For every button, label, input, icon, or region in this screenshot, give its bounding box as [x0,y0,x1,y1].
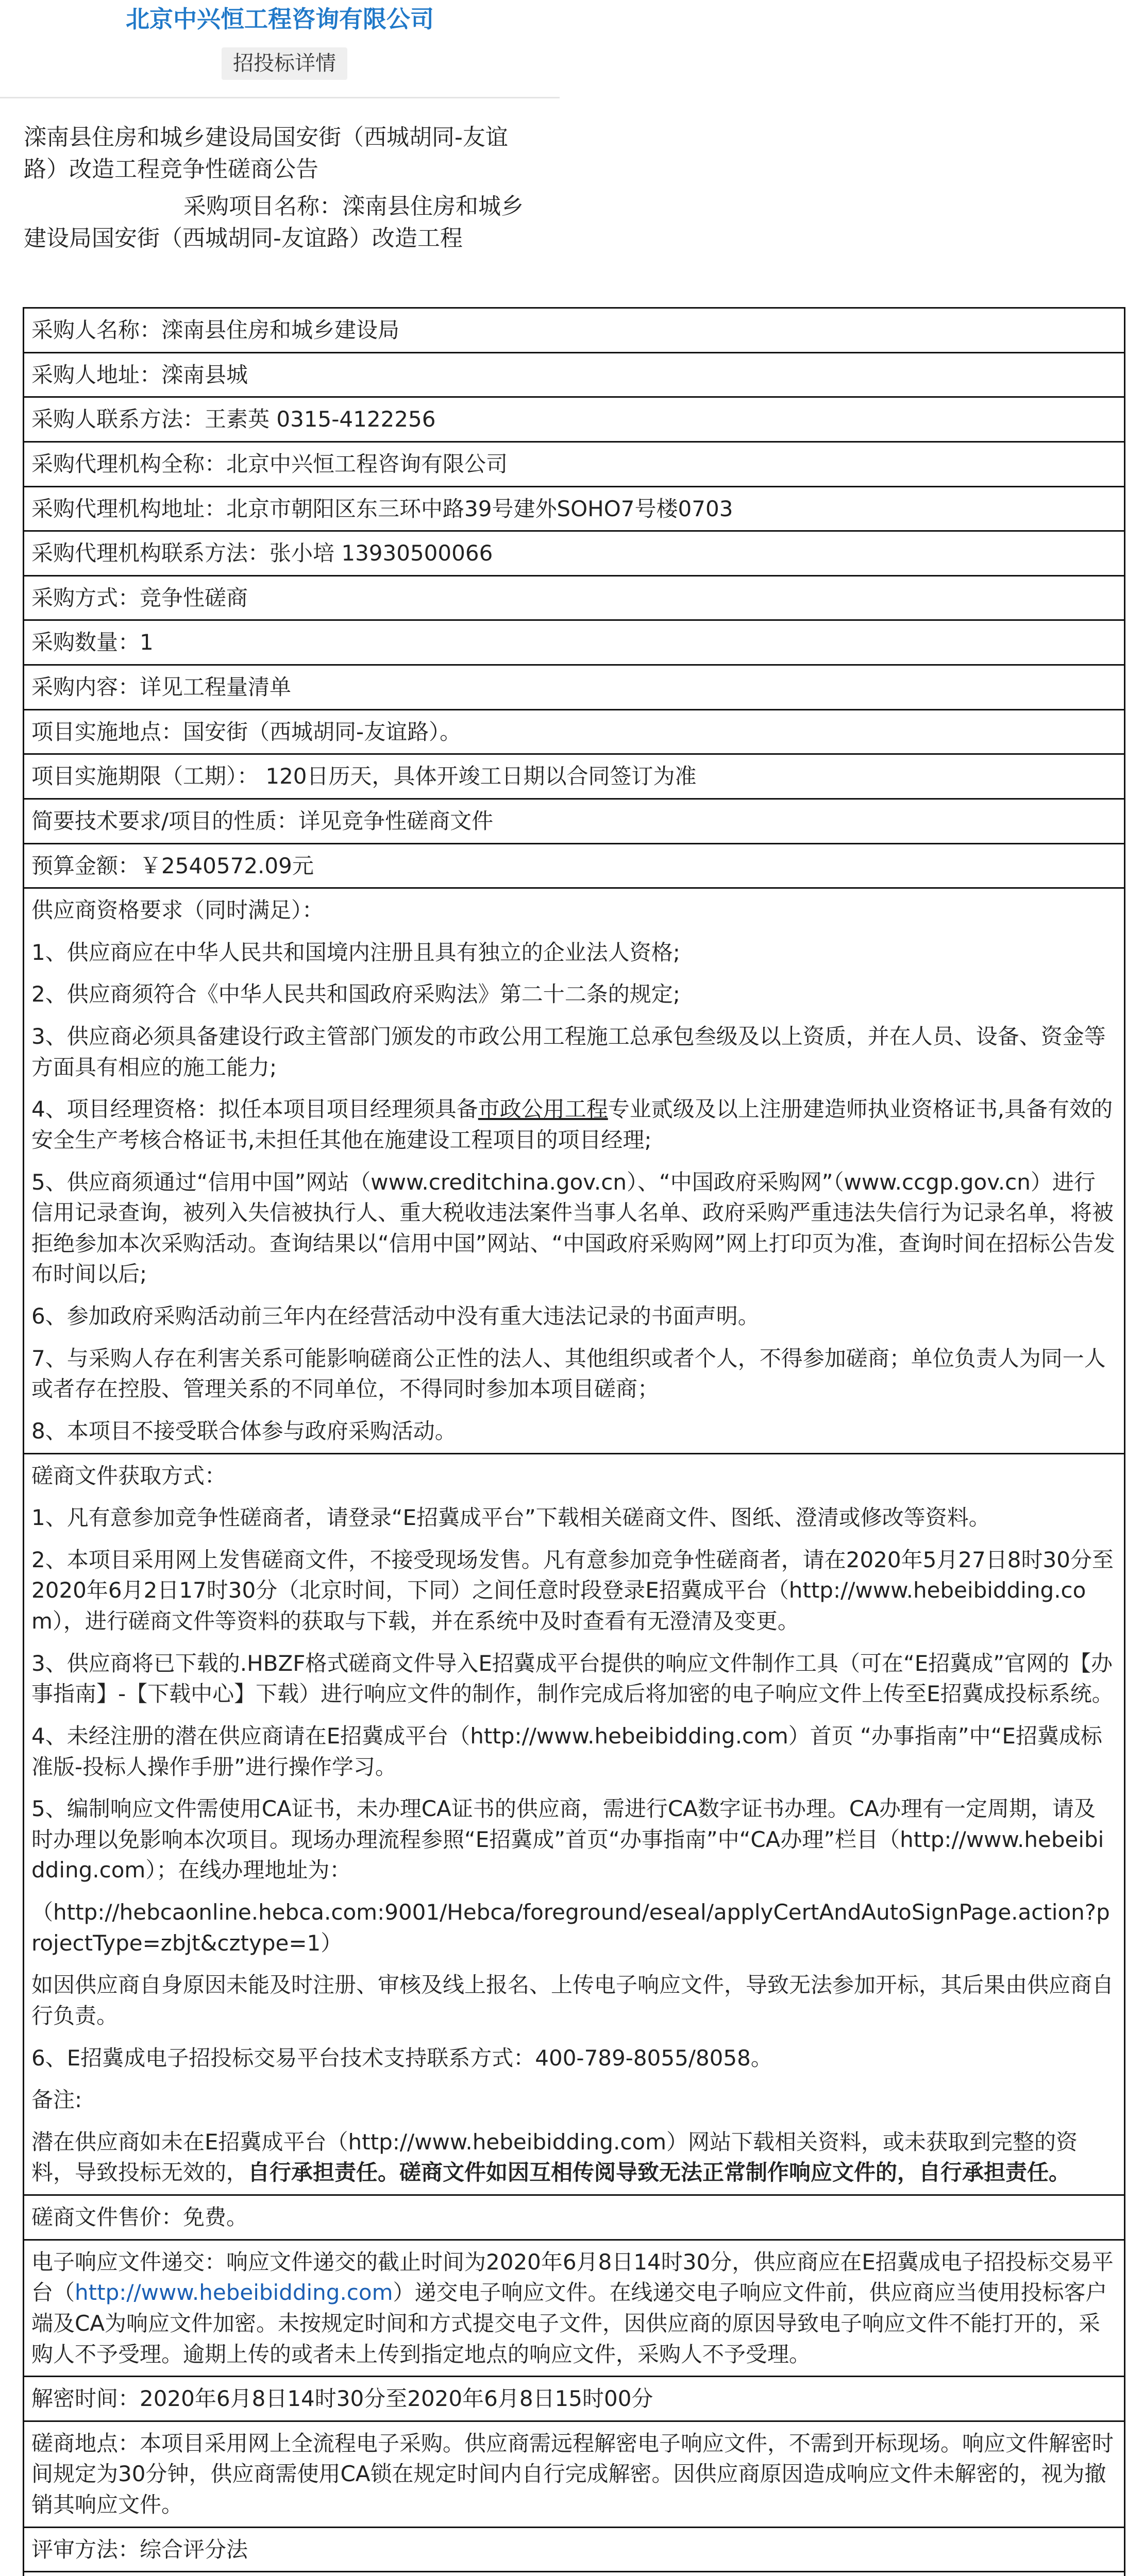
acquisition-item-6: 6、E招冀成电子招投标交易平台技术支持联系方式：400-789-8055/8058。 [31,2045,772,2071]
table-row [24,799,1125,843]
remark-text-plain: 潜在供应商如未在E招冀成平台（http://www.hebeibidding.com）网站下载相关资料，或未获取到完整的资料，导致投标无效的， [31,2129,1078,2185]
acquisition-item-3: 3、供应商将已下载的.HBZF格式磋商文件导入E招冀成平台提供的响应文件制作工具（可在“E招冀成”官网的【办事指南】-【下载中心】下载）进行响应文件的制作，制作完成后将加密的电子响应文件上传至E招冀成投标系统。 [31,1650,1114,1707]
document-acquisition [24,1453,1125,2195]
table-row [24,486,1125,531]
acquisition-item-4: 4、未经注册的潜在供应商请在E招冀成平台（http://www.hebeibidding.com）首页 “办事指南”中“E招冀成标准版-投标人操作手册”进行操作学习。 [31,1723,1102,1780]
table-row [24,2377,1125,2421]
qualification-item-1: 1、供应商应在中华人民共和国境内注册且具有独立的企业法人资格; [31,939,680,965]
decrypt-time: 解密时间：2020年6月8日14时30分至2020年6月8日15时00分 [24,2377,1125,2421]
table-row [24,2240,1125,2377]
qualification-item-5: 5、供应商须通过“信用中国”网站（www.creditchina.gov.cn）、“中国政府采购网”（www.ccgp.gov.cn）进行信用记录查询，被列入失信被执行人、重大税收违法案件当事人名单、政府采购严重违法失信行为记录名单，将被拒绝参加本次采购活动。查询结果以“信用中国”网站、“中国政府采购网”网上打印页为准，查询时间在招标公告发布时间以后; [31,1169,1116,1287]
table-row [24,620,1125,665]
acquisition-heading: 磋商文件获取方式： [31,1463,227,1488]
qualification-item-6: 6、参加政府采购活动前三年内在经营活动中没有重大违法记录的书面声明。 [31,1303,760,1329]
acquisition-item-1: 1、凡有意参加竞争性磋商者，请登录“E招冀成平台”下载相关磋商文件、图纸、澄清或修改等资料。 [31,1505,990,1531]
qualification-requirements [24,888,1125,1453]
qualification-item-7: 7、与采购人存在利害关系可能影响磋商公正性的法人、其他组织或者个人，不得参加磋商；单位负责人为同一人或者存在控股、管理关系的不同单位，不得同时参加本项目磋商； [31,1345,1106,1402]
purchaser-contact: 采购人联系方法：王素英 0315-4122256 [24,397,1125,442]
ca-online-url: （http://hebcaonline.hebca.com:9001/Hebca/foreground/eseal/applyCertAndAutoSignPage.action?projectType=zbjt&cztype=1） [31,1900,1110,1956]
notice-table [23,307,1125,2576]
purchaser-name: 采购人名称：滦南县住房和城乡建设局 [24,308,1125,353]
qualification-heading: 供应商资格要求（同时满足）： [31,897,324,923]
purchase-content: 采购内容：详见工程量清单 [24,665,1125,710]
electronic-submission [24,2240,1125,2377]
submission-text-prefix: 电子响应文件递交：响应文件递交的截止时间为2020年6月8日14时30分，供应商应在E招冀成电子招投标交易平台（ [31,2249,1114,2306]
project-location: 项目实施地点：国安街（西城胡同-友谊路）。 [24,709,1125,754]
technical-requirements: 简要技术要求/项目的性质：详见竞争性磋商文件 [24,799,1125,843]
purchaser-address: 采购人地址：滦南县城 [24,352,1125,397]
agency-name: 采购代理机构全称：北京中兴恒工程咨询有限公司 [24,442,1125,486]
remark-text-bold: 自行承担责任。磋商文件如因互相传阅导致无法正常制作响应文件的，自行承担责任。 [248,2160,1071,2185]
acquisition-item-2: 2、本项目采用网上发售磋商文件，不接受现场发售。凡有意参加竞争性磋商者，请在2020年5月27日8时30分至2020年6月2日17时30分（北京时间，下同）之间任意时段登录E招冀成平台（http://www.hebeibidding.com），进行磋商文件等资料的获取与下载，并在系统中及时查看有无澄清及变更。 [31,1547,1114,1634]
project-period: 项目实施期限（工期）： 120日历天，具体开竣工日期以合同签订为准 [24,754,1125,799]
agency-address: 采购代理机构地址：北京市朝阳区东三环中路39号建外SOHO7号楼0703 [24,486,1125,531]
purchase-method: 采购方式：竞争性磋商 [24,575,1125,620]
document-price: 磋商文件售价：免费。 [24,2195,1125,2240]
evaluation-method: 评审方法：综合评分法 [24,2527,1125,2572]
company-name: 北京中兴恒工程咨询有限公司 [126,5,434,33]
hebeibidding-link[interactable]: http://www.hebeibidding.com [75,2280,393,2306]
table-row [24,397,1125,442]
table-row [24,442,1125,486]
consultation-venue: 磋商地点：本项目采用网上全流程电子采购。供应商需远程解密电子响应文件，不需到开标现场。响应文件解密时间规定为30分钟，供应商需使用CA锁在规定时间内自行完成解密。因供应商原因造成响应文件未解密的，视为撤销其响应文件。 [24,2421,1125,2527]
qualification-item-8: 8、本项目不接受联合体参与政府采购活动。 [31,1418,457,1444]
table-row [24,2572,1125,2576]
table-row [24,709,1125,754]
remark-label: 备注: [31,2087,82,2113]
agency-contact: 采购代理机构联系方法：张小培 13930500066 [24,531,1125,576]
qualification-item-2: 2、供应商须符合《中华人民共和国政府采购法》第二十二条的规定; [31,981,680,1007]
table-row [24,888,1125,1453]
bid-detail-tag: 招投标详情 [222,47,347,80]
remark-text [31,2127,1117,2188]
table-row [24,2195,1125,2240]
table-row [24,575,1125,620]
acquisition-item-5: 5、编制响应文件需使用CA证书，未办理CA证书的供应商，需进行CA数字证书办理。CA办理有一定周期，请及时办理以免影响本次项目。现场办理流程参照“E招冀成”首页“办事指南”中“CA办理”栏目（http://www.hebeibidding.com）；在线办理地址为： [31,1796,1104,1883]
submission-text-suffix: ）递交电子响应文件。在线递交电子响应文件前，供应商应当使用投标客户端及CA为响应文件加密。未按规定时间和方式提交电子文件，因供应商的原因导致电子响应文件不能打开的，采购人不予受理。逾期上传的或者未上传到指定地点的响应文件，采购人不予受理。 [31,2280,1107,2367]
table-row [24,308,1125,353]
table-row [24,665,1125,710]
notice-title: 滦南县住房和城乡建设局国安街（西城胡同-友谊路）改造工程竞争性磋商公告 [24,124,508,183]
table-row [24,1453,1125,2195]
project-name: 采购项目名称：滦南县住房和城乡建设局国安街（西城胡同-友谊路）改造工程 [24,193,524,252]
table-row [24,531,1125,576]
qualification-item-4-suffix: 专业贰级及以上注册建造师执业资格证书,具备有效的安全生产考核合格证书,未担任其他在施建设工程项目的项目经理; [31,1096,1113,1153]
municipal-engineering-link[interactable]: 市政公用工程 [478,1096,608,1122]
qualification-item-3: 3、供应商必须具备建设行政主管部门颁发的市政公用工程施工总承包叁级及以上资质，并在人员、设备、资金等方面具有相应的施工能力; [31,1024,1106,1080]
table-row [24,843,1125,888]
header-divider [0,97,560,98]
acquisition-fail-note: 如因供应商自身原因未能及时注册、审核及线上报名、上传电子响应文件，导致无法参加开标，其后果由供应商自行负责。 [31,1972,1114,2028]
table-row [24,352,1125,397]
project-contact [24,2572,1125,2576]
qualification-item-4-prefix: 4、项目经理资格：拟任本项目项目经理须具备 [31,1096,478,1122]
budget-amount: 预算金额：￥2540572.09元 [24,843,1125,888]
qualification-item-4 [31,1094,1117,1155]
purchase-quantity: 采购数量：1 [24,620,1125,665]
table-row [24,2421,1125,2527]
table-row [24,2527,1125,2572]
table-row [24,754,1125,799]
